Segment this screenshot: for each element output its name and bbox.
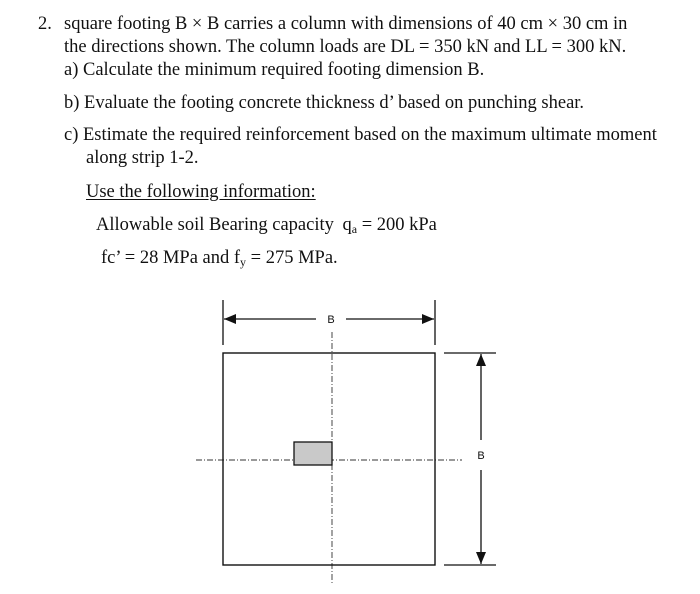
strength-rest: = 275 MPa. bbox=[246, 248, 338, 268]
part-c-line-1: c) Estimate the required reinforcement based on the maximum ultimate moment bbox=[64, 125, 657, 145]
top-dim-label: B bbox=[327, 314, 335, 326]
part-a: a) Calculate the minimum required footing dimension B. bbox=[64, 60, 485, 80]
bearing-subscript: a bbox=[351, 222, 358, 236]
part-b: b) Evaluate the footing concrete thickness d’ based on punching shear. bbox=[64, 93, 585, 113]
problem-line-1: square footing B × B carries a column with dimensions of 40 cm × 30 cm in bbox=[64, 14, 628, 34]
strength-fc: fc’ = 28 MPa and f bbox=[101, 248, 241, 268]
column-rectangle bbox=[294, 442, 332, 465]
bearing-label: Allowable soil Bearing capacity bbox=[96, 215, 334, 235]
problem-line-2: the directions shown. The column loads are DL = 350 kN and LL = 300 kN. bbox=[64, 37, 627, 57]
bearing-symbol: q bbox=[342, 215, 352, 235]
info-heading: Use the following information: bbox=[86, 182, 316, 202]
strength-subscript: y bbox=[240, 255, 247, 269]
bearing-value: = 200 kPa bbox=[357, 215, 437, 235]
problem-number: 2. bbox=[38, 14, 52, 34]
side-dim-label: B bbox=[477, 450, 485, 462]
part-c-line-2: along strip 1-2. bbox=[86, 148, 199, 168]
